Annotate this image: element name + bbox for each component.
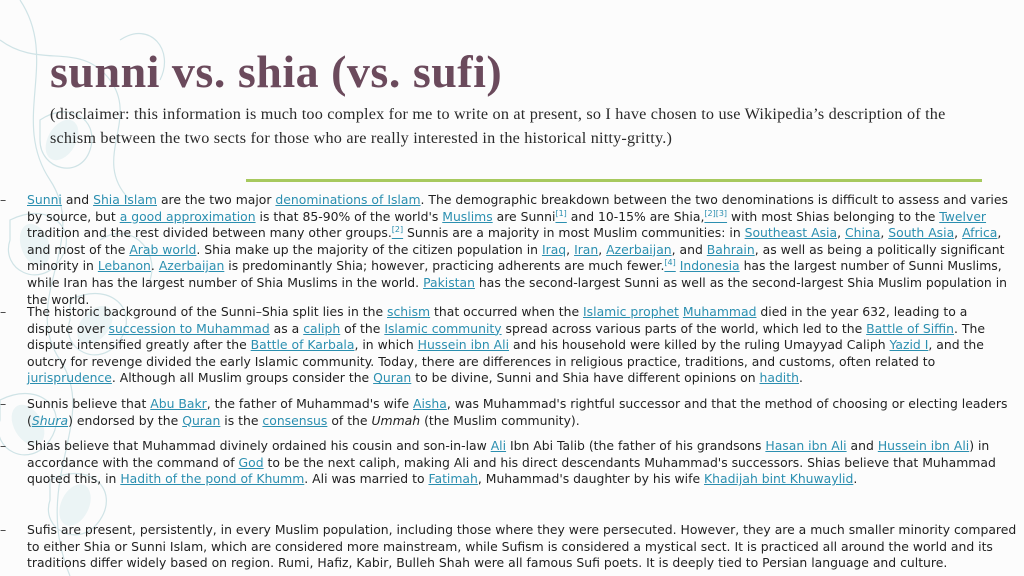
- wiki-link[interactable]: Shura: [31, 412, 69, 428]
- citation-link[interactable]: [1]: [555, 208, 567, 218]
- paragraph-text: , Muhammad's daughter by his wife: [477, 471, 705, 487]
- wiki-link[interactable]: Aisha: [413, 396, 447, 411]
- title-block: [50, 46, 990, 150]
- paragraph-text: Sufis are present, persistently, in every Muslim population, including those where they were persecuted. However, they are a much smaller minority compared to either Shia or Sunni Islam, which are considered more mainstream, while Sufism is considered a mystical sect. It is practiced all around the world and its traditions differ widely based on region. Rumi, Hafiz, Kabir, Bulleh Shah were all famous Sufi poets. It is deeply tied to Persian language and culture.: [27, 522, 1017, 571]
- paragraph-text: to be the next caliph, making Ali and his direct descendants Muhammad's successors. Shias believe that Muhammad quoted this, in: [27, 454, 996, 487]
- wiki-link[interactable]: denominations of Islam: [275, 192, 421, 207]
- wiki-link[interactable]: Hadith of the pond of Khumm: [120, 471, 305, 487]
- wiki-link[interactable]: hadith: [759, 370, 799, 386]
- paragraph-shia-belief: [0, 438, 1017, 488]
- wiki-link[interactable]: Iran: [574, 241, 599, 257]
- paragraph-text: ) endorsed by the: [68, 412, 183, 428]
- paragraph-text: has the second-largest Sunni as well as the second-largest Shia Muslim population in the world.: [27, 274, 1008, 307]
- wiki-link[interactable]: Hussein ibn Ali: [877, 438, 970, 453]
- wiki-link[interactable]: Azerbaijan: [606, 241, 672, 257]
- wiki-link[interactable]: Azerbaijan: [158, 258, 225, 274]
- paragraph-text: , was Muhammad's rightful successor and that the method of choosing or electing leaders (: [27, 396, 1008, 428]
- paragraph-sunni-belief: [0, 396, 1017, 429]
- paragraph-text: with most Shias belonging to the: [727, 208, 940, 224]
- paragraph-text: .: [150, 258, 159, 274]
- paragraph-text: .: [853, 471, 858, 487]
- bullet-dash: –: [0, 396, 7, 411]
- paragraph-text: is the: [220, 412, 263, 428]
- paragraph-text: The historic background of the Sunni–Shia split lies in the: [27, 304, 388, 319]
- paragraph-text: (the Muslim community).: [420, 412, 580, 428]
- paragraph-text: , and: [671, 241, 707, 257]
- paragraph-text: and: [846, 438, 878, 453]
- paragraph-text: .: [798, 370, 803, 386]
- wiki-link[interactable]: a good approximation: [119, 208, 256, 224]
- wiki-link[interactable]: Indonesia: [679, 258, 740, 274]
- paragraph-text: of the: [340, 320, 385, 336]
- paragraph-text: Ummah: [371, 412, 421, 428]
- wiki-link[interactable]: jurisprudence: [27, 370, 112, 386]
- wiki-link[interactable]: Lebanon: [97, 258, 151, 274]
- paragraph-history: [0, 304, 1017, 387]
- paragraph-sufi: [0, 522, 1017, 572]
- citation-link[interactable]: [4]: [664, 258, 676, 268]
- wiki-link[interactable]: schism: [387, 304, 431, 319]
- paragraph-text: Shias believe that Muhammad divinely ordained his cousin and son-in-law: [27, 438, 491, 453]
- paragraph-text: is predominantly Shia; however, practicing adherents are much fewer.: [224, 258, 665, 274]
- wiki-link[interactable]: Yazid I: [889, 337, 929, 353]
- paragraph-text: has the largest number of Sunni Muslims, while Iran has the largest number of Shia Muslims in the world.: [27, 258, 1002, 290]
- paragraph-text: that occurred when the: [430, 304, 584, 319]
- wiki-link[interactable]: Arab world: [129, 241, 197, 257]
- wiki-link[interactable]: Muhammad: [682, 304, 757, 319]
- wiki-link[interactable]: Ali: [490, 438, 507, 453]
- paragraph-text: , as well as being a politically significant minority in: [27, 241, 1005, 274]
- wiki-link[interactable]: Sunni: [27, 192, 62, 207]
- paragraph-text: is that 85-90% of the world's: [255, 208, 443, 224]
- paragraph-text: Ibn Abi Talib (the father of his grandsons: [506, 438, 766, 453]
- paragraph-text: , the father of Muhammad's wife: [206, 396, 414, 411]
- paragraph-text: ,: [880, 225, 889, 241]
- bullet-dash: –: [0, 438, 7, 453]
- wiki-link[interactable]: Quran: [373, 370, 412, 386]
- paragraph-text: are the two major: [157, 192, 276, 207]
- paragraph-text: . Ali was married to: [304, 471, 429, 487]
- paragraph-text: ,: [837, 225, 845, 241]
- paragraph-text: . Although all Muslim groups consider the: [111, 370, 374, 386]
- wiki-link[interactable]: Muslims: [442, 208, 493, 224]
- slide-subtitle: (disclaimer: this information is much too complex for me to write on at present, so I have chosen to use Wikipedia’s description of the schism between the two sects for those who are really interested in the historical nitty-gritty.): [50, 105, 946, 147]
- paragraph-text: ,: [954, 225, 963, 241]
- bullet-dash: –: [0, 522, 7, 537]
- wiki-link[interactable]: South Asia: [888, 225, 955, 241]
- paragraph-text: , in which: [354, 337, 418, 353]
- wiki-link[interactable]: Islamic community: [384, 320, 502, 336]
- paragraph-text: Sunnis believe that: [27, 396, 151, 411]
- paragraph-text: . The dispute intensified greatly after the: [27, 320, 985, 353]
- wiki-link[interactable]: Iraq: [541, 241, 567, 257]
- wiki-link[interactable]: Battle of Karbala: [250, 337, 355, 353]
- paragraph-text: and: [61, 192, 94, 207]
- wiki-link[interactable]: Twelver: [939, 208, 987, 224]
- wiki-link[interactable]: God: [238, 454, 264, 470]
- paragraph-text: . Shia make up the majority of the citizen population in: [196, 241, 542, 257]
- paragraph-text: . The demographic breakdown between the two denominations is difficult to assess and varies by source, but: [27, 192, 1008, 224]
- wiki-link[interactable]: Fatimah: [428, 471, 478, 487]
- wiki-link[interactable]: Bahrain: [706, 241, 755, 257]
- wiki-link[interactable]: succession to Muhammad: [108, 320, 270, 336]
- wiki-link[interactable]: Hasan ibn Ali: [765, 438, 847, 453]
- paragraph-text: are Sunni: [492, 208, 556, 224]
- paragraph-text: ,: [598, 241, 607, 257]
- paragraph-text: , and the outcry for revenge divided the early Islamic community. Today, there are differences in religious practice, traditions, and customs, often related to: [27, 337, 984, 369]
- paragraph-text: ,: [566, 241, 575, 257]
- citation-link[interactable]: [2][3]: [704, 208, 728, 218]
- wiki-link[interactable]: Shia Islam: [93, 192, 157, 207]
- citation-link[interactable]: [2]: [391, 225, 404, 235]
- wiki-link[interactable]: Africa: [962, 225, 998, 241]
- paragraph-text: , and most of the: [27, 225, 1002, 257]
- wiki-link[interactable]: Battle of Siffin: [866, 320, 955, 336]
- wiki-link[interactable]: Pakistan: [423, 274, 475, 290]
- wiki-link[interactable]: Khadijah bint Khuwaylid: [704, 471, 854, 487]
- paragraph-demographics: [0, 192, 1017, 308]
- paragraph-text: and 10-15% are Shia,: [566, 208, 705, 224]
- paragraph-text: spread across various parts of the world, which led to the: [501, 320, 867, 336]
- wiki-link[interactable]: consensus: [262, 412, 328, 428]
- wiki-link[interactable]: caliph: [303, 320, 341, 336]
- wiki-link[interactable]: China: [844, 225, 881, 241]
- wiki-link[interactable]: Islamic prophet: [583, 304, 679, 319]
- paragraph-text: of the: [327, 412, 372, 428]
- slide-title: sunni vs. shia (vs. sufi): [50, 46, 503, 97]
- paragraph-text: ) in accordance with the command of: [27, 438, 990, 470]
- wiki-link[interactable]: Hussein ibn Ali: [417, 337, 510, 353]
- wiki-link[interactable]: Abu Bakr: [150, 396, 207, 411]
- wiki-link[interactable]: Quran: [182, 412, 221, 428]
- bullet-dash: –: [0, 192, 7, 207]
- paragraph-text: Sunnis are a majority in most Muslim communities: in: [403, 225, 745, 241]
- paragraph-text: as a: [269, 320, 304, 336]
- divider-line: [246, 179, 982, 182]
- paragraph-text: tradition and the rest divided between many other groups.: [27, 225, 392, 241]
- paragraph-text: and his household were killed by the ruling Umayyad Caliph: [509, 337, 890, 353]
- paragraph-text: died in the year 632, leading to a dispute over: [27, 304, 968, 336]
- wiki-link[interactable]: Southeast Asia: [744, 225, 838, 241]
- paragraph-text: to be divine, Sunni and Shia have different opinions on: [411, 370, 760, 386]
- bullet-dash: –: [0, 304, 7, 319]
